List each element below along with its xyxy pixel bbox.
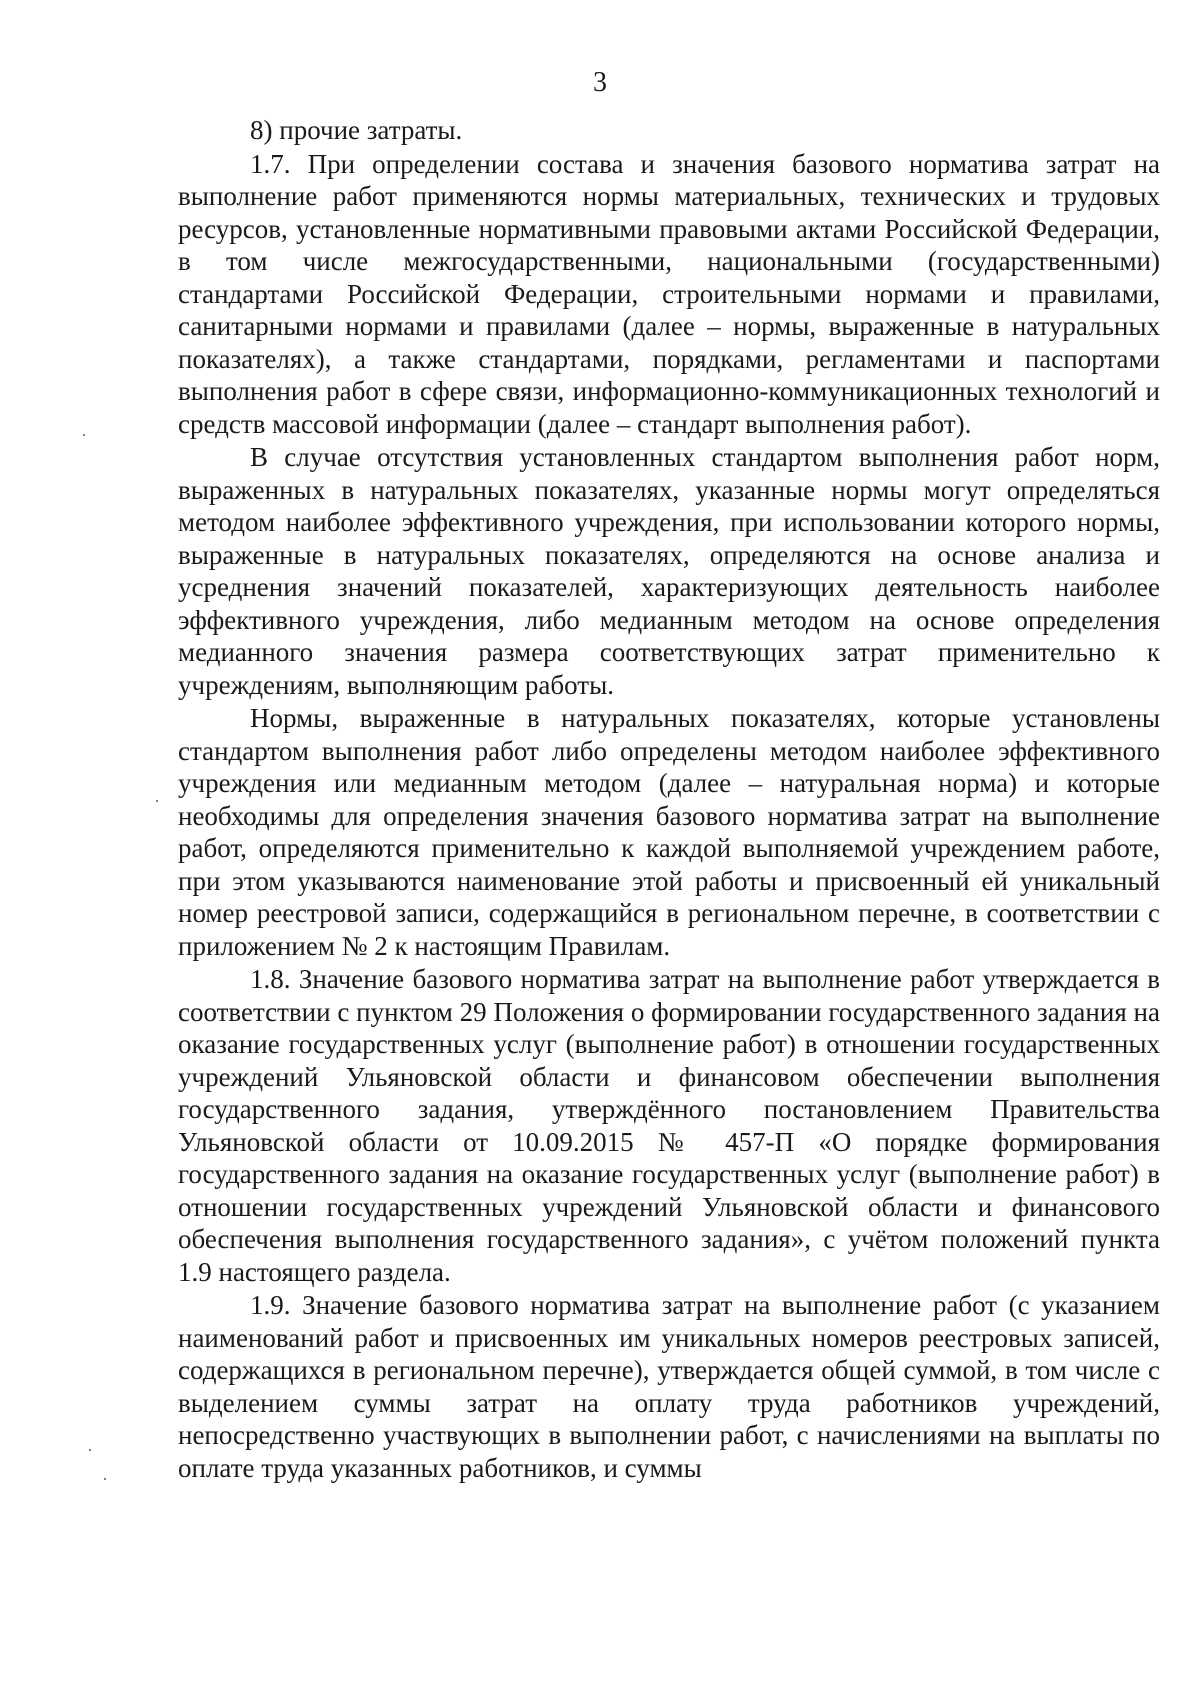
paragraph-1-9: 1.9. Значение базового норматива затрат на выполнение работ (с указанием наименований работ и присвоенных им уникальных номеров реестровых записей, содержащихся в региональном перечне), утверждается общей суммой, в том числе с выделением суммы затрат на оплату труда работников учреждений, непосредственно участвующих в выполнении работ, с начислениями на выплаты по оплате труда указанных работников, и суммы	[178, 1290, 1160, 1483]
scan-speck	[89, 1449, 91, 1451]
paragraph-other-costs: 8) прочие затраты.	[250, 115, 463, 145]
paragraph-1-7: 1.7. При определении состава и значения базового норматива затрат на выполнение работ применяются нормы материальных, технических и трудовых ресурсов, установленные нормативными правовыми актами Российской Федерации, в том числе межгосударственными, национальными (государственными) стандартами Российской Федерации, строительными нормами и правилами, санитарными нормами и правилами (далее – нормы, выраженные в натуральных показателях), а также стандартами, порядками, регламентами и паспортами выполнения работ в сфере связи, информационно-коммуникационных технологий и средств массовой информации (далее – стандарт выполнения работ).	[178, 148, 1160, 439]
paragraph-absence-of-norms: В случае отсутствия установленных стандартом выполнения работ норм, выраженных в натуральных показателях, указанные нормы могут определяться методом наиболее эффективного учреждения, при использовании которого нормы, выраженные в натуральных показателях, определяются на основе анализа и усреднения значений показателей, характеризующих деятельность наиболее эффективного учреждения, либо медианным методом на основе определения медианного значения размера соответствующих затрат применительно к учреждениям, выполняющим работы.	[178, 442, 1160, 700]
paragraph-1-8: 1.8. Значение базового норматива затрат на выполнение работ утверждается в соответствии с пунктом 29 Положения о формировании государственного задания на оказание государственных услуг (выполнение работ) в отношении государственных учреждений Ульяновской области и финансовом обеспечении выполнения государственного задания, утверждённого постановлением Правительства Ульяновской области от 10.09.2015 № 457-П «О порядке формирования государственного задания на оказание государственных услуг (выполнение работ) в отношении государственных учреждений Ульяновской области и финансового обеспечения выполнения государственного задания», с учётом положений пункта 1.9 настоящего раздела.	[178, 964, 1160, 1287]
document-body	[178, 114, 1160, 1484]
scan-speck	[83, 434, 85, 436]
scan-speck	[156, 800, 158, 802]
page-number: 3	[593, 67, 607, 98]
scan-speck	[104, 1478, 106, 1480]
paragraph-natural-norms: Нормы, выраженные в натуральных показателях, которые установлены стандартом выполнения работ либо определены методом наиболее эффективного учреждения или медианным методом (далее – натуральная норма) и которые необходимы для определения значения базового норматива затрат на выполнение работ, определяются применительно к каждой выполняемой учреждением работе, при этом указываются наименование этой работы и присвоенный ей уникальный номер реестровой записи, содержащийся в региональном перечне, в соответствии с приложением № 2 к настоящим Правилам.	[178, 703, 1160, 961]
